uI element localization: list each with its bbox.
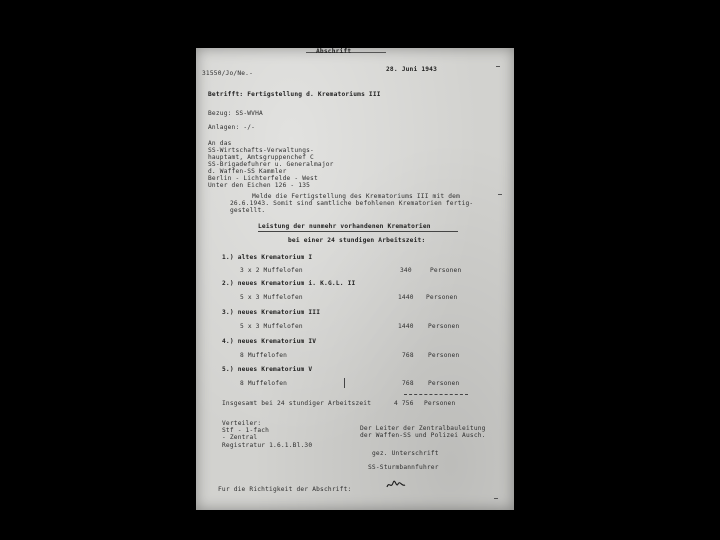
- document-page: [196, 48, 514, 510]
- crematorium-capacity: 768: [402, 352, 414, 359]
- total-value: 4 756: [394, 400, 414, 407]
- capacity-unit: Personen: [428, 352, 460, 359]
- bracket-mark: [344, 378, 346, 388]
- document-date: 28. Juni 1943: [386, 66, 438, 73]
- crematorium-title: 3.) neues Krematorium III: [222, 309, 321, 316]
- certification-footer: Fur die Richtigkeit der Abschrift:: [218, 486, 352, 493]
- capacity-unit: Personen: [428, 323, 460, 330]
- edge-mark: [498, 194, 502, 195]
- crematorium-title: 2.) neues Krematorium i. K.G.L. II: [222, 280, 356, 287]
- bezug-line: Bezug: SS-WVHA: [208, 110, 263, 117]
- body-line: Melde die Fertigstellung des Krematoriums III mit dem: [252, 193, 461, 200]
- crematorium-ovens: 8 Muffelofen: [240, 352, 288, 359]
- recipient-line: hauptamt, Amtsgruppenchef C: [208, 154, 314, 161]
- body-line: gestellt.: [230, 207, 266, 214]
- edge-mark: [496, 66, 500, 67]
- crematorium-title: 1.) altes Krematorium I: [222, 254, 313, 261]
- signature-block-line: gez. Unterschrift: [372, 450, 439, 457]
- total-unit: Personen: [424, 400, 456, 407]
- distribution-line: - Zentral: [222, 434, 258, 441]
- recipient-line: d. Waffen-SS Kammler: [208, 168, 287, 175]
- recipient-line: SS-Brigadefuhrer u. Generalmajor: [208, 161, 334, 168]
- crematorium-ovens: 5 x 3 Muffelofen: [240, 323, 303, 330]
- table-heading: Leistung der nunmehr vorhandenen Krematorien: [258, 223, 431, 230]
- crematorium-ovens: 5 x 3 Muffelofen: [240, 294, 303, 301]
- heading-underline: [258, 231, 458, 232]
- sum-rule: [404, 394, 468, 395]
- reference-number: 31550/Jo/Ne.-: [202, 70, 254, 77]
- total-label: Insgesamt bei 24 stundiger Arbeitszeit: [222, 400, 372, 407]
- crematorium-capacity: 1440: [398, 294, 414, 301]
- capacity-unit: Personen: [430, 267, 462, 274]
- capacity-unit: Personen: [426, 294, 458, 301]
- crematorium-title: 4.) neues Krematorium IV: [222, 338, 317, 345]
- crematorium-ovens: 3 x 2 Muffelofen: [240, 267, 303, 274]
- subject-line: Betrifft: Fertigstellung d. Krematoriums III: [208, 91, 381, 98]
- recipient-line: Berlin - Lichterfelde - West: [208, 175, 318, 182]
- distribution-line: Verteiler:: [222, 420, 262, 427]
- recipient-line: An das: [208, 140, 232, 147]
- handwritten-signature: [386, 480, 406, 490]
- crematorium-capacity: 1440: [398, 323, 414, 330]
- signature-block-line: Der Leiter der Zentralbauleitung: [360, 425, 486, 432]
- header-stamp: Abschrift: [316, 48, 352, 55]
- table-subheading: bei einer 24 stundigen Arbeitszeit:: [288, 237, 426, 244]
- edge-mark: [494, 498, 498, 499]
- capacity-unit: Personen: [428, 380, 460, 387]
- crematorium-title: 5.) neues Krematorium V: [222, 366, 313, 373]
- crematorium-ovens: 8 Muffelofen: [240, 380, 288, 387]
- body-line: 26.6.1943. Somit sind samtliche befohlenen Krematorien fertig-: [230, 200, 474, 207]
- distribution-line: Registratur 1.6.1.Bl.30: [222, 442, 313, 449]
- signature-block-line: der Waffen-SS und Polizei Ausch.: [360, 432, 486, 439]
- recipient-line: SS-Wirtschafts-Verwaltungs-: [208, 147, 314, 154]
- anlagen-line: Anlagen: -/-: [208, 124, 256, 131]
- crematorium-capacity: 340: [400, 267, 412, 274]
- signature-block-line: SS-Sturmbannfuhrer: [368, 464, 439, 471]
- crematorium-capacity: 768: [402, 380, 414, 387]
- distribution-line: Stf - 1-fach: [222, 427, 270, 434]
- recipient-line: Unter den Eichen 126 - 135: [208, 182, 311, 189]
